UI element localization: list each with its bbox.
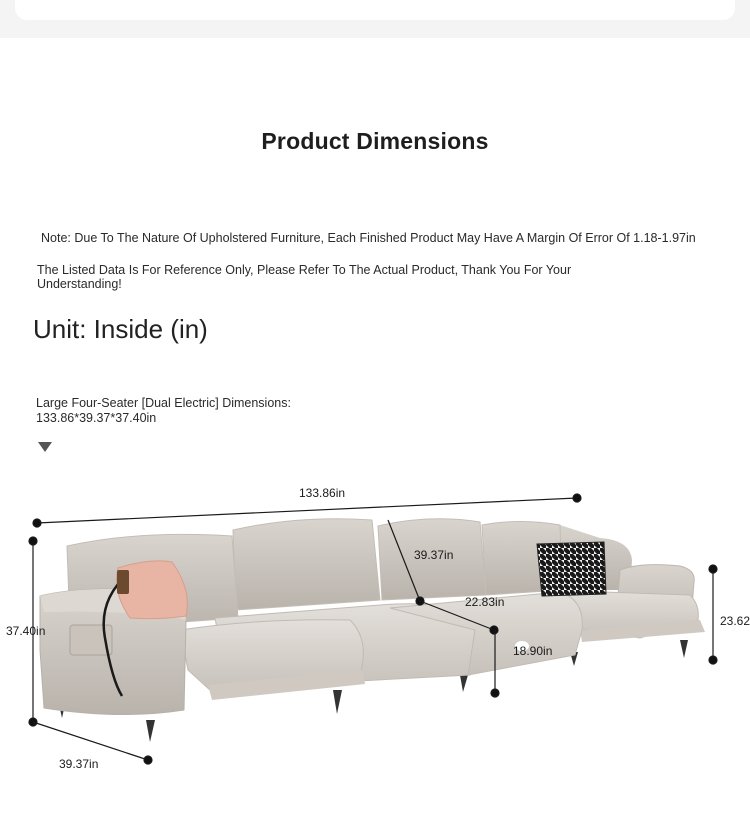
model-dimensions [36, 396, 366, 426]
sofa-dimension-diagram [0, 470, 750, 800]
seat-width-label: 22.83in [465, 595, 505, 609]
depth-label: 39.37in [59, 757, 99, 771]
model-size: 133.86*39.37*37.40in [36, 411, 157, 425]
reference-note: The Listed Data Is For Reference Only, Please Refer To The Actual Product, Thank You For Your Understanding! [37, 263, 572, 291]
total-length-label: 133.86in [299, 486, 346, 500]
seat-depth-label: 39.37in [414, 548, 454, 562]
seat-height-label: 18.90in [513, 644, 553, 658]
arm-height-label: 23.62 [720, 614, 750, 628]
height-label: 37.40in [6, 624, 46, 638]
expand-triangle-icon [38, 442, 52, 452]
model-name: Large Four-Seater [Dual Electric] Dimensions: [36, 396, 291, 410]
sofa-illustration [40, 519, 705, 742]
unit-label: Unit: Inside (in) [33, 314, 208, 344]
page-title: Product Dimensions [261, 128, 489, 154]
top-card [15, 0, 735, 20]
error-margin-note: Note: Due To The Nature Of Upholstered Furniture, Each Finished Product May Have A Margin Of Error Of 1.18-1.97in [41, 231, 696, 245]
